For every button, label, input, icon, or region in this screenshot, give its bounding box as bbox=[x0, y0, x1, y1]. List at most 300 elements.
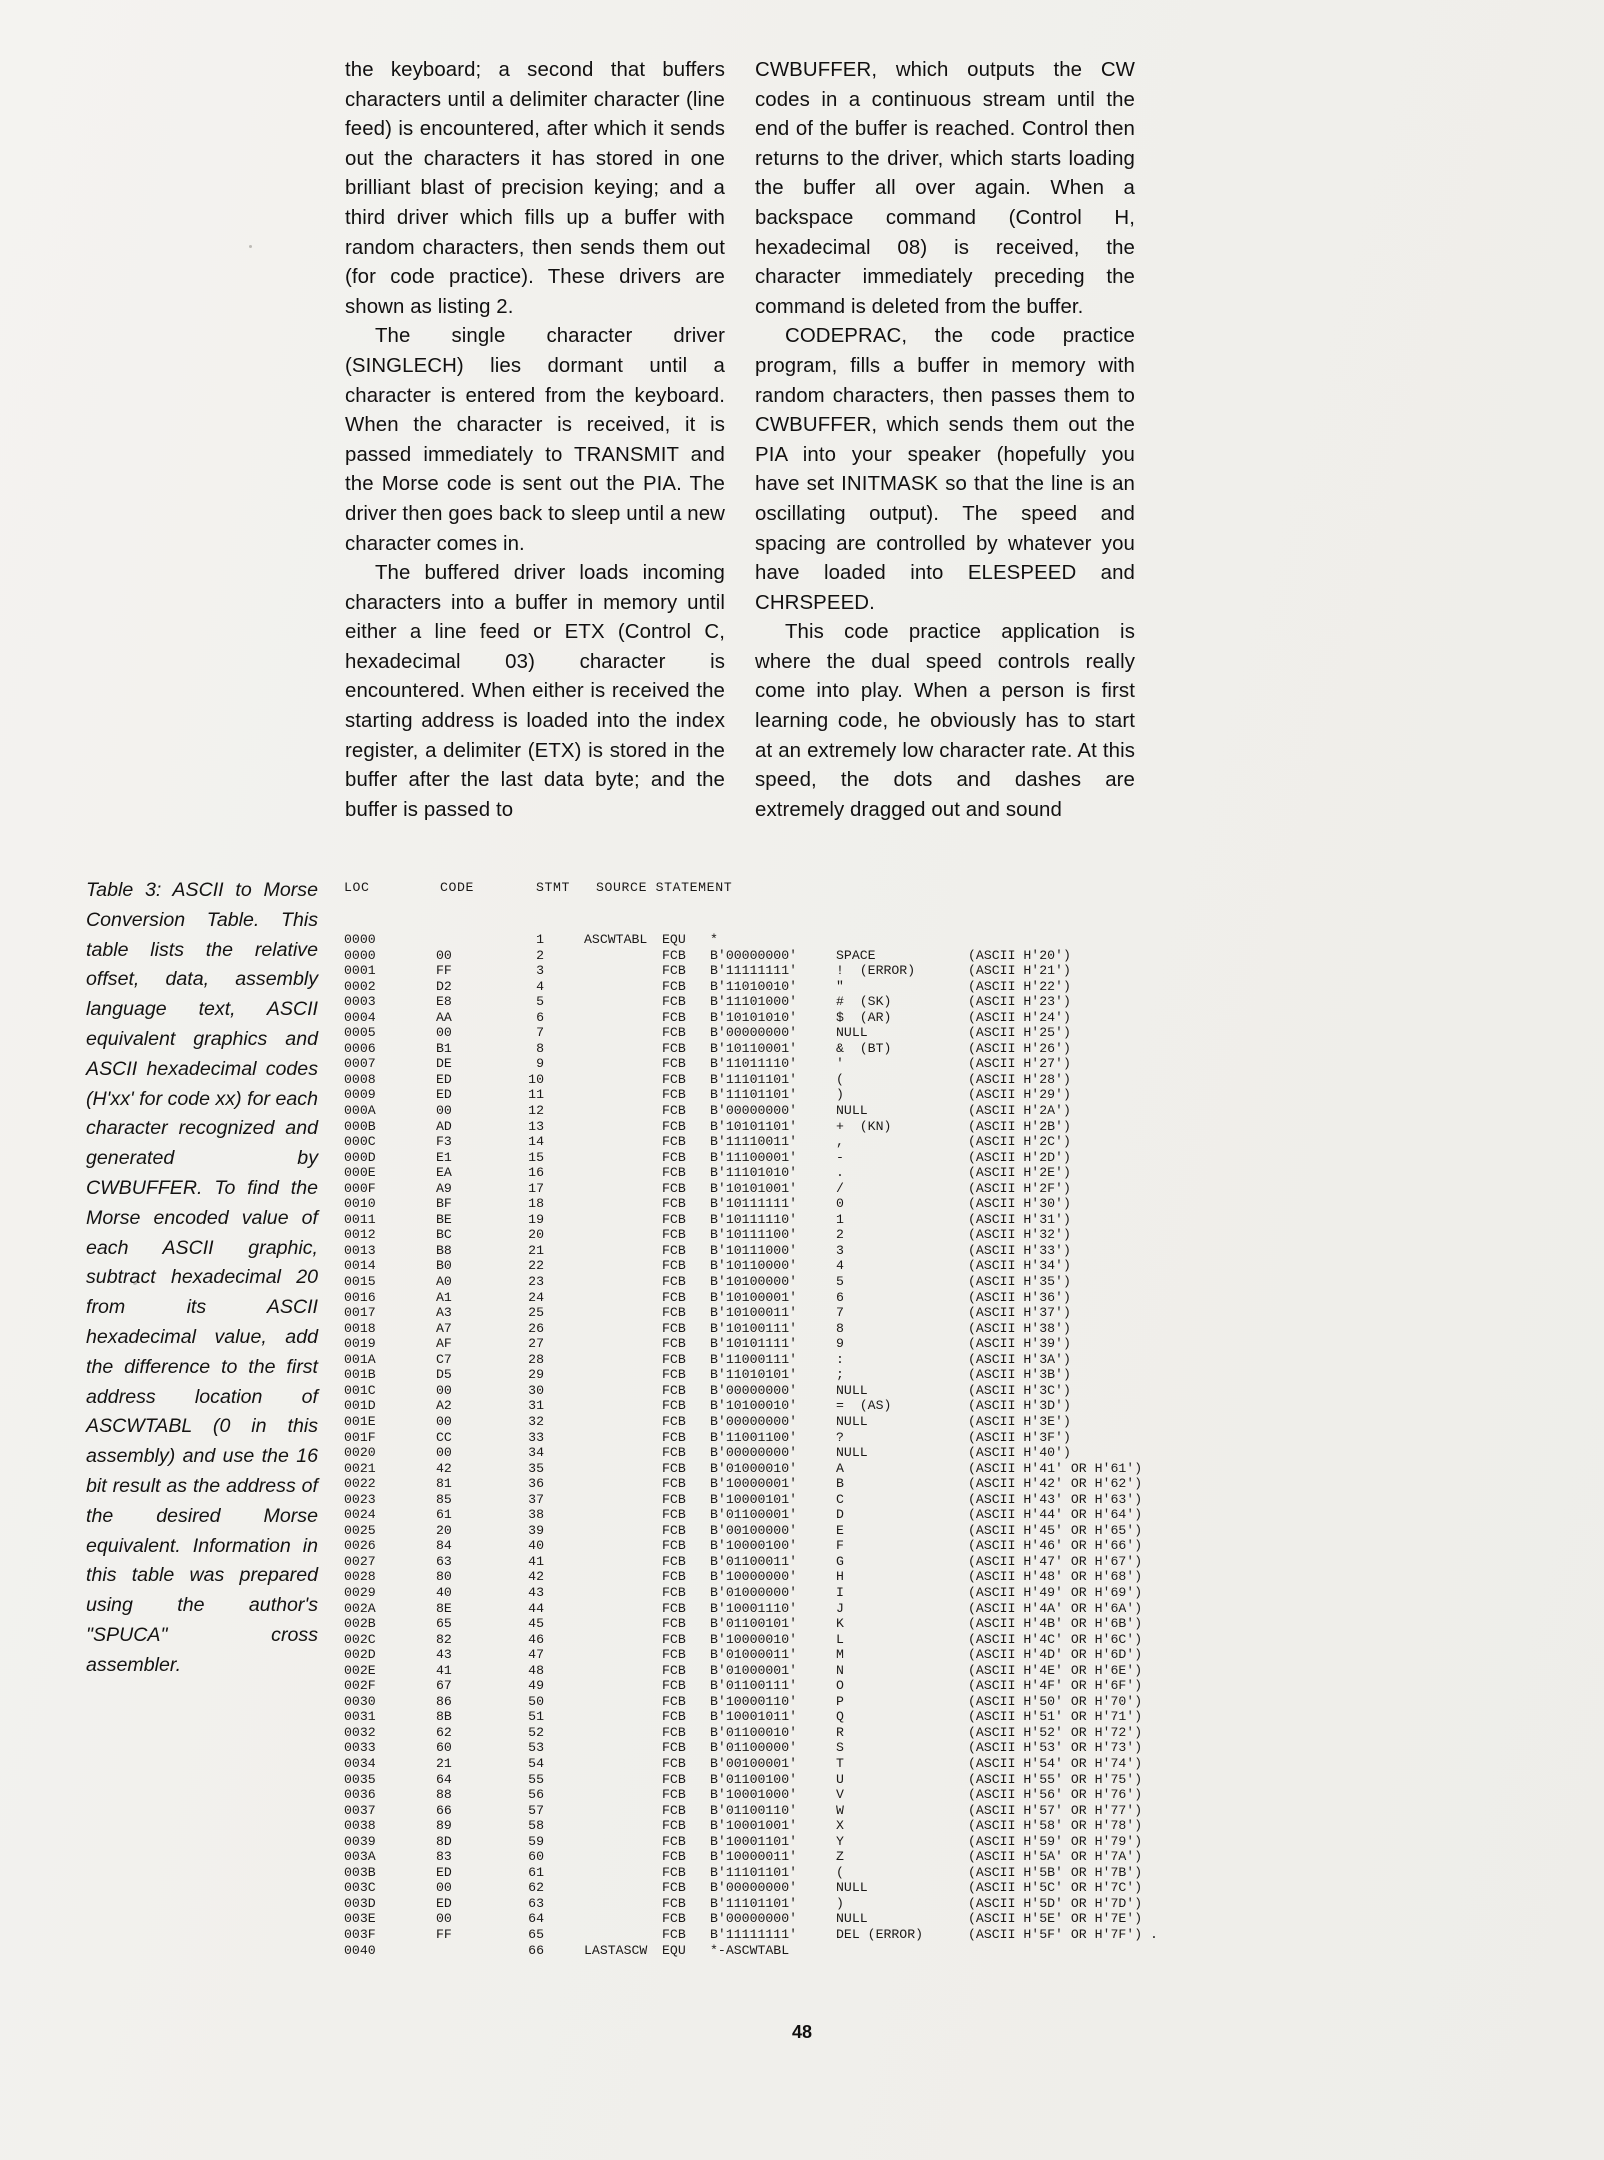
cell-stmt: 33 bbox=[528, 1429, 544, 1445]
listing-row bbox=[344, 1103, 1524, 1119]
cell-loc: 0018 bbox=[344, 1320, 376, 1336]
cell-stmt: 48 bbox=[528, 1662, 544, 1678]
cell-stmt: 3 bbox=[536, 963, 544, 979]
column-header-loc: LOC bbox=[344, 880, 370, 895]
listing-row bbox=[344, 1352, 1524, 1368]
cell-ascii: (ASCII H'52' OR H'72') bbox=[968, 1724, 1143, 1740]
cell-code: 67 bbox=[436, 1678, 452, 1694]
cell-comment: NULL bbox=[836, 1103, 868, 1119]
listing-row bbox=[344, 1601, 1524, 1617]
cell-stmt: 20 bbox=[528, 1227, 544, 1243]
cell-operand: B'11101000' bbox=[710, 994, 798, 1010]
cell-ascii: (ASCII H'3B') bbox=[968, 1367, 1071, 1383]
cell-opcode: FCB bbox=[662, 963, 686, 979]
listing-rows bbox=[344, 932, 1524, 1958]
column-header-code: CODE bbox=[440, 880, 475, 895]
cell-comment: # (SK) bbox=[836, 994, 892, 1010]
cell-ascii: (ASCII H'45' OR H'65') bbox=[968, 1522, 1143, 1538]
listing-row bbox=[344, 1150, 1524, 1166]
cell-operand: B'10101111' bbox=[710, 1336, 798, 1352]
cell-opcode: FCB bbox=[662, 1289, 686, 1305]
cell-operand: B'10001001' bbox=[710, 1818, 798, 1834]
cell-stmt: 24 bbox=[528, 1289, 544, 1305]
cell-loc: 0020 bbox=[344, 1445, 376, 1461]
cell-comment: Q bbox=[836, 1709, 844, 1725]
cell-operand: B'10111100' bbox=[710, 1227, 798, 1243]
cell-opcode: FCB bbox=[662, 1740, 686, 1756]
cell-code: 00 bbox=[436, 1382, 452, 1398]
cell-comment: SPACE bbox=[836, 947, 876, 963]
cell-ascii: (ASCII H'3E') bbox=[968, 1413, 1071, 1429]
cell-loc: 0012 bbox=[344, 1227, 376, 1243]
cell-code: 60 bbox=[436, 1740, 452, 1756]
cell-operand: B'00000000' bbox=[710, 1911, 798, 1927]
cell-operand: B'10101101' bbox=[710, 1118, 798, 1134]
cell-stmt: 45 bbox=[528, 1616, 544, 1632]
cell-ascii: (ASCII H'23') bbox=[968, 994, 1071, 1010]
cell-loc: 0005 bbox=[344, 1025, 376, 1041]
cell-operand: B'11100001' bbox=[710, 1149, 798, 1165]
cell-comment: NULL bbox=[836, 1445, 868, 1461]
cell-comment: U bbox=[836, 1771, 844, 1787]
cell-loc: 003E bbox=[344, 1911, 376, 1927]
listing-row bbox=[344, 1430, 1524, 1446]
cell-opcode: FCB bbox=[662, 1211, 686, 1227]
cell-comment: NULL bbox=[836, 1413, 868, 1429]
cell-code: 85 bbox=[436, 1491, 452, 1507]
listing-row bbox=[344, 1569, 1524, 1585]
cell-code: 43 bbox=[436, 1647, 452, 1663]
cell-loc: 0015 bbox=[344, 1274, 376, 1290]
cell-code: E1 bbox=[436, 1149, 452, 1165]
cell-code: B8 bbox=[436, 1242, 452, 1258]
cell-ascii: (ASCII H'43' OR H'63') bbox=[968, 1491, 1143, 1507]
cell-ascii: (ASCII H'5B' OR H'7B') bbox=[968, 1864, 1143, 1880]
cell-ascii: (ASCII H'41' OR H'61') bbox=[968, 1460, 1143, 1476]
listing-row bbox=[344, 1227, 1524, 1243]
cell-operand: B'01000000' bbox=[710, 1584, 798, 1600]
paragraph: CWBUFFER, which outputs the CW codes in a continuous stream until the end of the buffer is reached. Control then returns to the driver, which starts loading the buffer all over again. When a backspace command (Control H, hexadecimal 08) is received, the character immediately preceding the command is deleted from the buffer. bbox=[755, 59, 1135, 318]
cell-code: DE bbox=[436, 1056, 452, 1072]
cell-ascii: (ASCII H'39') bbox=[968, 1336, 1071, 1352]
cell-comment: ; bbox=[836, 1367, 844, 1383]
cell-stmt: 46 bbox=[528, 1631, 544, 1647]
cell-ascii: (ASCII H'33') bbox=[968, 1242, 1071, 1258]
cell-stmt: 4 bbox=[536, 978, 544, 994]
cell-operand: B'01000001' bbox=[710, 1662, 798, 1678]
cell-ascii: (ASCII H'4A' OR H'6A') bbox=[968, 1600, 1143, 1616]
listing-row bbox=[344, 1445, 1524, 1461]
cell-stmt: 56 bbox=[528, 1787, 544, 1803]
cell-ascii: (ASCII H'53' OR H'73') bbox=[968, 1740, 1143, 1756]
listing-row bbox=[344, 1243, 1524, 1259]
cell-loc: 002C bbox=[344, 1631, 376, 1647]
cell-stmt: 17 bbox=[528, 1180, 544, 1196]
listing-row bbox=[344, 1072, 1524, 1088]
cell-code: 65 bbox=[436, 1616, 452, 1632]
cell-ascii: (ASCII H'46' OR H'66') bbox=[968, 1538, 1143, 1554]
cell-opcode: FCB bbox=[662, 947, 686, 963]
listing-row bbox=[344, 1398, 1524, 1414]
listing-row bbox=[344, 1010, 1524, 1026]
listing-row bbox=[344, 1041, 1524, 1057]
cell-code: B1 bbox=[436, 1040, 452, 1056]
cell-opcode: FCB bbox=[662, 1631, 686, 1647]
cell-ascii: (ASCII H'21') bbox=[968, 963, 1071, 979]
cell-opcode: FCB bbox=[662, 1165, 686, 1181]
cell-comment: Z bbox=[836, 1849, 844, 1865]
cell-operand: B'01100011' bbox=[710, 1553, 798, 1569]
cell-comment: NULL bbox=[836, 1025, 868, 1041]
cell-stmt: 27 bbox=[528, 1336, 544, 1352]
cell-opcode: FCB bbox=[662, 1305, 686, 1321]
cell-stmt: 6 bbox=[536, 1009, 544, 1025]
listing-row bbox=[344, 1087, 1524, 1103]
cell-opcode: FCB bbox=[662, 1025, 686, 1041]
cell-ascii: (ASCII H'31') bbox=[968, 1211, 1071, 1227]
cell-operand: B'10110000' bbox=[710, 1258, 798, 1274]
listing-row bbox=[344, 932, 1524, 948]
cell-code: 8B bbox=[436, 1709, 452, 1725]
cell-code: AF bbox=[436, 1336, 452, 1352]
cell-code: A2 bbox=[436, 1398, 452, 1414]
cell-operand: B'01000010' bbox=[710, 1460, 798, 1476]
listing-header-row bbox=[344, 880, 1524, 902]
cell-operand: B'10111110' bbox=[710, 1211, 798, 1227]
listing-row bbox=[344, 1523, 1524, 1539]
cell-stmt: 51 bbox=[528, 1709, 544, 1725]
cell-ascii: (ASCII H'55' OR H'75') bbox=[968, 1771, 1143, 1787]
cell-loc: 0003 bbox=[344, 994, 376, 1010]
listing-row bbox=[344, 1181, 1524, 1197]
cell-loc: 002F bbox=[344, 1678, 376, 1694]
cell-opcode: FCB bbox=[662, 1274, 686, 1290]
cell-opcode: FCB bbox=[662, 1584, 686, 1600]
cell-comment: 7 bbox=[836, 1305, 844, 1321]
cell-ascii: (ASCII H'40') bbox=[968, 1445, 1071, 1461]
cell-operand: B'10100011' bbox=[710, 1305, 798, 1321]
cell-loc: 002D bbox=[344, 1647, 376, 1663]
cell-code: 66 bbox=[436, 1802, 452, 1818]
cell-operand: B'10001000' bbox=[710, 1787, 798, 1803]
cell-stmt: 64 bbox=[528, 1911, 544, 1927]
cell-loc: 000C bbox=[344, 1134, 376, 1150]
cell-ascii: (ASCII H'54' OR H'74') bbox=[968, 1755, 1143, 1771]
cell-operand: B'01100100' bbox=[710, 1771, 798, 1787]
cell-code: BC bbox=[436, 1227, 452, 1243]
cell-operand: B'10001110' bbox=[710, 1600, 798, 1616]
cell-ascii: (ASCII H'57' OR H'77') bbox=[968, 1802, 1143, 1818]
cell-ascii: (ASCII H'2B') bbox=[968, 1118, 1071, 1134]
cell-code: D2 bbox=[436, 978, 452, 994]
cell-comment: P bbox=[836, 1693, 844, 1709]
cell-stmt: 39 bbox=[528, 1522, 544, 1538]
listing-row bbox=[344, 1538, 1524, 1554]
cell-code: 81 bbox=[436, 1476, 452, 1492]
listing-row bbox=[344, 1336, 1524, 1352]
cell-loc: 000F bbox=[344, 1180, 376, 1196]
cell-code: A3 bbox=[436, 1305, 452, 1321]
cell-operand: B'11101101' bbox=[710, 1895, 798, 1911]
cell-stmt: 21 bbox=[528, 1242, 544, 1258]
cell-code: 8D bbox=[436, 1833, 452, 1849]
cell-opcode: FCB bbox=[662, 1445, 686, 1461]
cell-stmt: 47 bbox=[528, 1647, 544, 1663]
cell-comment: X bbox=[836, 1818, 844, 1834]
cell-code: A9 bbox=[436, 1180, 452, 1196]
listing-row bbox=[344, 1709, 1524, 1725]
cell-stmt: 7 bbox=[536, 1025, 544, 1041]
cell-code: 41 bbox=[436, 1662, 452, 1678]
cell-opcode: FCB bbox=[662, 1522, 686, 1538]
cell-code: 88 bbox=[436, 1787, 452, 1803]
cell-opcode: FCB bbox=[662, 1911, 686, 1927]
cell-opcode: FCB bbox=[662, 1538, 686, 1554]
cell-loc: 0007 bbox=[344, 1056, 376, 1072]
cell-opcode: FCB bbox=[662, 1755, 686, 1771]
cell-ascii: (ASCII H'2F') bbox=[968, 1180, 1071, 1196]
cell-operand: B'10100000' bbox=[710, 1274, 798, 1290]
cell-stmt: 57 bbox=[528, 1802, 544, 1818]
cell-opcode: FCB bbox=[662, 1398, 686, 1414]
cell-operand: B'01100000' bbox=[710, 1740, 798, 1756]
cell-opcode: FCB bbox=[662, 1724, 686, 1740]
cell-opcode: FCB bbox=[662, 1196, 686, 1212]
cell-stmt: 5 bbox=[536, 994, 544, 1010]
cell-operand: B'11101101' bbox=[710, 1864, 798, 1880]
cell-ascii: (ASCII H'22') bbox=[968, 978, 1071, 994]
cell-ascii: (ASCII H'5D' OR H'7D') bbox=[968, 1895, 1143, 1911]
cell-code: B0 bbox=[436, 1258, 452, 1274]
cell-operand: B'01100101' bbox=[710, 1616, 798, 1632]
cell-stmt: 16 bbox=[528, 1165, 544, 1181]
cell-operand: B'10100111' bbox=[710, 1320, 798, 1336]
cell-stmt: 40 bbox=[528, 1538, 544, 1554]
cell-loc: 0031 bbox=[344, 1709, 376, 1725]
table-caption: Table 3: ASCII to Morse Conversion Table. This table lists the relative offset, data, assembly language text, ASCII equivalent graphics and ASCII hexadecimal codes (H'xx' for code xx) for each character recognized and generated by CWBUFFER. To find the Morse encoded value of each ASCII graphic, subtract hexadecimal 20 from its ASCII hexadecimal value, add the difference to the first address location of ASCWTABL (0 in this assembly) and use the 16 bit result as the address of the desired Morse equivalent. Information in this table was prepared using the author's "SPUCA" cross assembler. bbox=[86, 879, 318, 1676]
cell-loc: 0016 bbox=[344, 1289, 376, 1305]
cell-loc: 003B bbox=[344, 1864, 376, 1880]
cell-ascii: (ASCII H'2C') bbox=[968, 1134, 1071, 1150]
cell-operand: B'11011110' bbox=[710, 1056, 798, 1072]
cell-loc: 002A bbox=[344, 1600, 376, 1616]
cell-operand: B'01000011' bbox=[710, 1647, 798, 1663]
cell-ascii: (ASCII H'24') bbox=[968, 1009, 1071, 1025]
cell-opcode: FCB bbox=[662, 1600, 686, 1616]
cell-ascii: (ASCII H'2D') bbox=[968, 1149, 1071, 1165]
cell-stmt: 60 bbox=[528, 1849, 544, 1865]
listing-row bbox=[344, 1321, 1524, 1337]
cell-ascii: (ASCII H'27') bbox=[968, 1056, 1071, 1072]
cell-comment: C bbox=[836, 1491, 844, 1507]
cell-comment: 6 bbox=[836, 1289, 844, 1305]
cell-comment: N bbox=[836, 1662, 844, 1678]
cell-loc: 0000 bbox=[344, 932, 376, 947]
cell-loc: 001D bbox=[344, 1398, 376, 1414]
cell-code: 00 bbox=[436, 1880, 452, 1896]
body-column-left bbox=[345, 56, 725, 825]
cell-operand: B'10111111' bbox=[710, 1196, 798, 1212]
cell-code: 84 bbox=[436, 1538, 452, 1554]
cell-code: EA bbox=[436, 1165, 452, 1181]
cell-stmt: 50 bbox=[528, 1693, 544, 1709]
cell-ascii: (ASCII H'30') bbox=[968, 1196, 1071, 1212]
cell-ascii: (ASCII H'28') bbox=[968, 1071, 1071, 1087]
cell-ascii: (ASCII H'32') bbox=[968, 1227, 1071, 1243]
paragraph: This code practice application is where the dual speed controls really come into play. When a person is first learning code, he obviously has to start at an extremely low character rate. At this speed, the dots and dashes are extremely dragged out and sound bbox=[755, 621, 1135, 821]
cell-operand: B'01100001' bbox=[710, 1507, 798, 1523]
cell-stmt: 38 bbox=[528, 1507, 544, 1523]
listing-row bbox=[344, 1694, 1524, 1710]
cell-loc: 0037 bbox=[344, 1802, 376, 1818]
listing-row bbox=[344, 1678, 1524, 1694]
cell-comment: G bbox=[836, 1553, 844, 1569]
listing-row bbox=[344, 1212, 1524, 1228]
paragraph: the keyboard; a second that buffers characters until a delimiter character (line feed) is encountered, after which it sends out the characters it has stored in one brilliant blast of precision keying; and a third driver which fills up a buffer with random characters, then sends them out (for code practice). These drivers are shown as listing 2. bbox=[345, 59, 725, 318]
cell-comment: F bbox=[836, 1538, 844, 1554]
cell-comment: O bbox=[836, 1678, 844, 1694]
listing-row bbox=[344, 1554, 1524, 1570]
cell-stmt: 9 bbox=[536, 1056, 544, 1072]
cell-opcode: FCB bbox=[662, 1491, 686, 1507]
cell-operand: B'00000000' bbox=[710, 1445, 798, 1461]
listing-row bbox=[344, 1258, 1524, 1274]
cell-code: 64 bbox=[436, 1771, 452, 1787]
cell-stmt: 52 bbox=[528, 1724, 544, 1740]
cell-comment: 1 bbox=[836, 1211, 844, 1227]
cell-ascii: (ASCII H'3C') bbox=[968, 1382, 1071, 1398]
cell-loc: 0010 bbox=[344, 1196, 376, 1212]
cell-stmt: 59 bbox=[528, 1833, 544, 1849]
cell-operand: B'00000000' bbox=[710, 1382, 798, 1398]
cell-opcode: FCB bbox=[662, 1180, 686, 1196]
cell-loc: 002B bbox=[344, 1616, 376, 1632]
cell-comment: NULL bbox=[836, 1880, 868, 1896]
listing-row bbox=[344, 1787, 1524, 1803]
cell-loc: 001F bbox=[344, 1429, 376, 1445]
cell-stmt: 55 bbox=[528, 1771, 544, 1787]
cell-operand: B'11111111' bbox=[710, 963, 798, 979]
cell-loc: 0025 bbox=[344, 1522, 376, 1538]
cell-operand: B'10001101' bbox=[710, 1833, 798, 1849]
cell-operand: B'00000000' bbox=[710, 1413, 798, 1429]
cell-stmt: 44 bbox=[528, 1600, 544, 1616]
cell-operand: B'10000001' bbox=[710, 1476, 798, 1492]
cell-loc: 0019 bbox=[344, 1336, 376, 1352]
listing-row bbox=[344, 1414, 1524, 1430]
cell-ascii: (ASCII H'2E') bbox=[968, 1165, 1071, 1181]
cell-opcode: FCB bbox=[662, 1771, 686, 1787]
cell-code: 63 bbox=[436, 1553, 452, 1569]
cell-code: 86 bbox=[436, 1693, 452, 1709]
cell-comment: : bbox=[836, 1351, 844, 1367]
cell-comment: R bbox=[836, 1724, 844, 1740]
cell-code: 82 bbox=[436, 1631, 452, 1647]
cell-loc: 0036 bbox=[344, 1787, 376, 1803]
cell-stmt: 22 bbox=[528, 1258, 544, 1274]
cell-stmt: 13 bbox=[528, 1118, 544, 1134]
cell-opcode: FCB bbox=[662, 1009, 686, 1025]
cell-stmt: 31 bbox=[528, 1398, 544, 1414]
cell-code: F3 bbox=[436, 1134, 452, 1150]
cell-operand: B'11101101' bbox=[710, 1071, 798, 1087]
cell-opcode: FCB bbox=[662, 1709, 686, 1725]
cell-opcode: FCB bbox=[662, 1258, 686, 1274]
listing-row bbox=[344, 1911, 1524, 1927]
cell-loc: 003D bbox=[344, 1895, 376, 1911]
cell-operand: B'01100110' bbox=[710, 1802, 798, 1818]
cell-loc: 0022 bbox=[344, 1476, 376, 1492]
cell-comment: NULL bbox=[836, 1911, 868, 1927]
cell-code: A7 bbox=[436, 1320, 452, 1336]
cell-comment: ( bbox=[836, 1071, 844, 1087]
cell-code: 00 bbox=[436, 1445, 452, 1461]
listing-row bbox=[344, 1865, 1524, 1881]
cell-comment: DEL (ERROR) bbox=[836, 1927, 924, 1942]
cell-ascii: (ASCII H'47' OR H'67') bbox=[968, 1553, 1143, 1569]
cell-code: BF bbox=[436, 1196, 452, 1212]
cell-operand: B'10110001' bbox=[710, 1040, 798, 1056]
cell-code: ED bbox=[436, 1895, 452, 1911]
cell-loc: 0027 bbox=[344, 1553, 376, 1569]
cell-stmt: 58 bbox=[528, 1818, 544, 1834]
cell-ascii: (ASCII H'50' OR H'70') bbox=[968, 1693, 1143, 1709]
cell-comment: M bbox=[836, 1647, 844, 1663]
cell-comment: ( bbox=[836, 1864, 844, 1880]
cell-comment: E bbox=[836, 1522, 844, 1538]
cell-loc: 0040 bbox=[344, 1942, 376, 1958]
cell-stmt: 62 bbox=[528, 1880, 544, 1896]
cell-stmt: 15 bbox=[528, 1149, 544, 1165]
cell-loc: 0034 bbox=[344, 1755, 376, 1771]
cell-loc: 0033 bbox=[344, 1740, 376, 1756]
listing-row bbox=[344, 1305, 1524, 1321]
cell-opcode: FCB bbox=[662, 1833, 686, 1849]
cell-operand: B'11010010' bbox=[710, 978, 798, 994]
cell-ascii: (ASCII H'34') bbox=[968, 1258, 1071, 1274]
cell-loc: 0029 bbox=[344, 1584, 376, 1600]
cell-operand: B'01100010' bbox=[710, 1724, 798, 1740]
cell-opcode: EQU bbox=[662, 932, 686, 947]
listing-row bbox=[344, 1585, 1524, 1601]
cell-code: E8 bbox=[436, 994, 452, 1010]
cell-comment: 8 bbox=[836, 1320, 844, 1336]
cell-loc: 0039 bbox=[344, 1833, 376, 1849]
cell-ascii: (ASCII H'29') bbox=[968, 1087, 1071, 1103]
cell-operand: B'11101101' bbox=[710, 1087, 798, 1103]
cell-loc: 003C bbox=[344, 1880, 376, 1896]
cell-operand: B'11111111' bbox=[710, 1927, 798, 1942]
cell-stmt: 23 bbox=[528, 1274, 544, 1290]
cell-stmt: 8 bbox=[536, 1040, 544, 1056]
cell-loc: 0028 bbox=[344, 1569, 376, 1585]
cell-loc: 000A bbox=[344, 1103, 376, 1119]
cell-code: A1 bbox=[436, 1289, 452, 1305]
cell-comment: S bbox=[836, 1740, 844, 1756]
cell-comment: W bbox=[836, 1802, 844, 1818]
cell-ascii: (ASCII H'35') bbox=[968, 1274, 1071, 1290]
cell-code: 8E bbox=[436, 1600, 452, 1616]
paragraph: CODEPRAC, the code practice program, fills a buffer in memory with random characters, then passes them to CWBUFFER, which sends them out the PIA into your speaker (hopefully you have set INITMASK so that the line is an oscillating output). The speed and spacing are controlled by whatever you have loaded into ELESPEED and CHRSPEED. bbox=[755, 325, 1135, 614]
cell-code: 80 bbox=[436, 1569, 452, 1585]
cell-opcode: FCB bbox=[662, 1227, 686, 1243]
cell-ascii: (ASCII H'4D' OR H'6D') bbox=[968, 1647, 1143, 1663]
cell-comment: H bbox=[836, 1569, 844, 1585]
cell-operand: B'11101010' bbox=[710, 1165, 798, 1181]
scan-speck bbox=[249, 245, 252, 248]
cell-comment: B bbox=[836, 1476, 844, 1492]
cell-operand: B'10000101' bbox=[710, 1491, 798, 1507]
